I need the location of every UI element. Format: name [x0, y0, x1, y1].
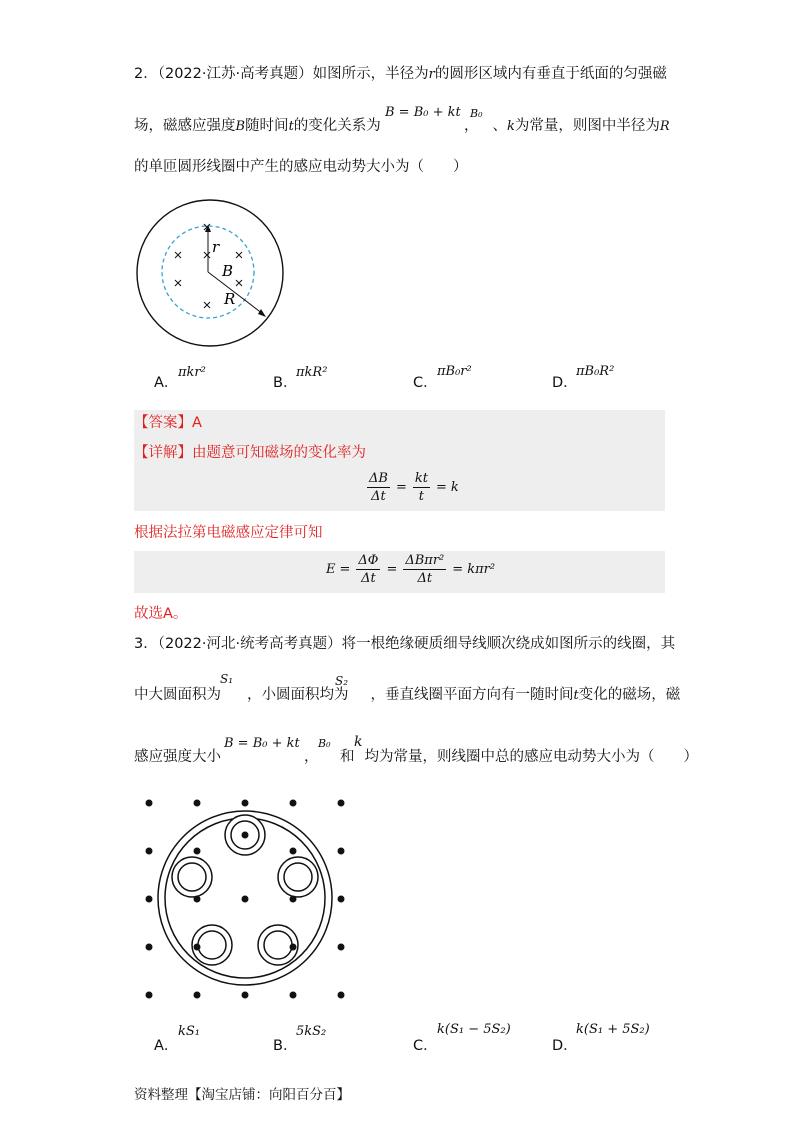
q2-conclusion: 故选A。: [134, 606, 188, 622]
q2-source: （2022·江苏·高考真题）: [157, 66, 313, 82]
q3-figure: [140, 795, 355, 1010]
q2-detail: 【详解】由题意可知磁场的变化率为: [134, 445, 366, 461]
R-arrow: [208, 272, 263, 314]
q3-number: 3．: [134, 636, 158, 652]
q2-number: 2．: [134, 66, 158, 82]
q2-formula: B = B₀ + kt: [385, 105, 461, 120]
q2-line2: 场，磁感应强度B随时间t的变化关系为: [134, 118, 381, 134]
q2-option-a[interactable]: A．: [154, 375, 179, 391]
q3-s2: S₂: [335, 674, 349, 688]
q2-option-c[interactable]: C．: [413, 375, 438, 391]
q3-source: （2022·河北·统考高考真题）: [157, 636, 342, 652]
q3-s1: S₁: [220, 672, 234, 686]
q2-line3: 的单匝圆形线圈中产生的感应电动势大小为（ ）: [134, 159, 468, 175]
q3-b0: B₀: [318, 737, 331, 750]
q2-b0: B₀: [470, 107, 483, 120]
q3-option-b[interactable]: B．: [273, 1038, 298, 1054]
label-r: r: [212, 238, 220, 256]
q2-figure: [134, 196, 294, 356]
q2-equation-1: $\frac{\Delta B}{\Delta t}$ = $\frac{kt}{t}$ = k: [369, 471, 459, 504]
q2-line2-end: ， 、k为常量，则图中半径为R: [464, 118, 670, 134]
label-R: R: [224, 290, 236, 308]
q2-line1: 2．（2022·江苏·高考真题）如图所示，半径为r的圆形区域内有垂直于纸面的匀强磁: [134, 66, 667, 82]
q3-line2: 中大圆面积为 ，小圆面积均为 ，垂直线圈平面方向有一随时间t变化的磁场，磁: [134, 687, 681, 703]
q3-line3-end: 和 均为常量，则线圈中总的感应电动势大小为（ ）: [340, 749, 698, 765]
q3-option-d[interactable]: D．: [552, 1038, 578, 1054]
q3-line1: 3．（2022·河北·统考高考真题）将一根绝缘硬质细导线顺次绕成如图所示的线圈，其: [134, 636, 676, 652]
q2-answer: 【答案】A: [134, 415, 202, 431]
q2-option-b[interactable]: B．: [273, 375, 298, 391]
q3-k: k: [354, 734, 363, 750]
q2-law-text: 根据法拉第电磁感应定律可知: [134, 525, 323, 541]
label-B: B: [222, 262, 234, 280]
q2-equation-2: E = $\frac{\Delta\Phi}{\Delta t}$ = $\frac{\text{ΔBπr²}}{\Delta t}$ = kπr²: [326, 553, 496, 586]
footer-text: 资料整理【淘宝店铺：向阳百分百】: [134, 1087, 350, 1103]
q3-option-a[interactable]: A．: [154, 1038, 179, 1054]
q3-line3: 感应强度大小: [134, 749, 221, 765]
q2-option-d[interactable]: D．: [552, 375, 578, 391]
q3-formula: B = B₀ + kt: [224, 736, 300, 751]
q3-option-c[interactable]: C．: [413, 1038, 438, 1054]
